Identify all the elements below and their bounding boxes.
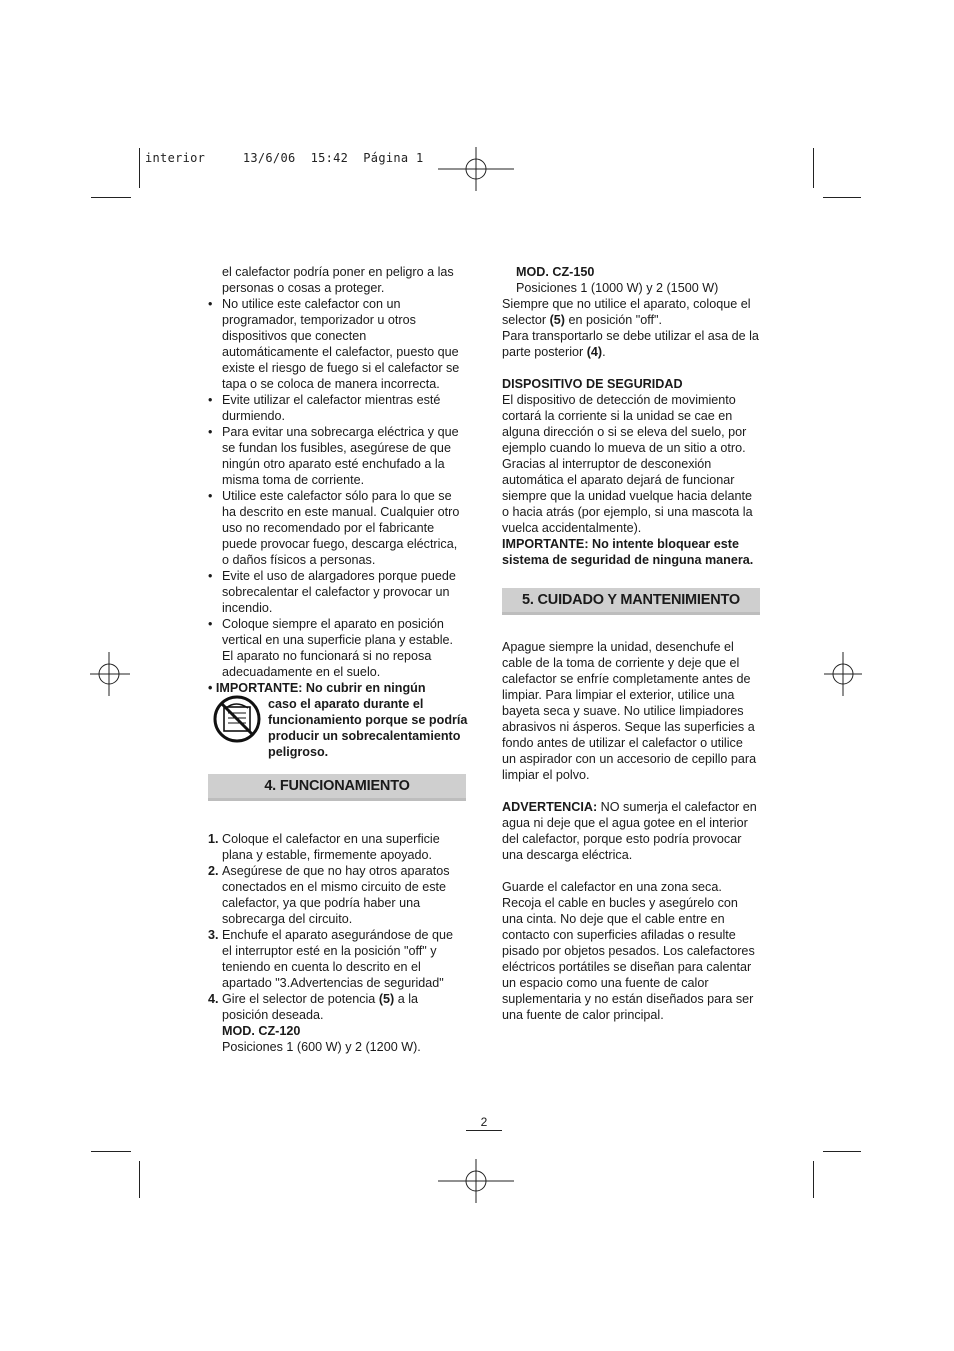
list-item: • Utilice este calefactor sólo para lo que se ha descrito en este manual. Cualquier otro uso no recomendado por el fabricante puede provocar fuego, descarga eléctrica, o daños físicos a personas.: [208, 489, 460, 567]
transport-text: Para transportarlo se debe utilizar el asa de la parte posterior (4).: [502, 329, 759, 359]
printer-slug: [145, 151, 423, 165]
registration-mark-right: [822, 650, 864, 700]
model-cz120-text: Posiciones 1 (600 W) y 2 (1200 W).: [222, 1040, 421, 1054]
list-item: • No utilice este calefactor con un programador, temporizador u otros dispositivos que conecten automáticamente el calefactor, puesto que existe el riesgo de fuego si el calefactor se tapa o se coloca de manera incorrecta.: [208, 297, 460, 391]
storage-text: Guarde el calefactor en una zona seca. Recoja el cable en bucles y asegúrelo con una cinta. No deje que el cable entre en contacto con superficies afiladas o resulte pisado por objetos pesados. Los calefactores eléctricos portátiles se diseñan para calentar un espacio como una fuente de calor suplementaria y no están diseñados para ser una fuente de calor principal.: [502, 880, 755, 1022]
registration-mark-left: [90, 650, 132, 700]
list-item: 2. Asegúrese de que no hay otros aparatos conectados en el mismo circuito de este calefactor, ya que podría haber una sobrecarga del circuito.: [208, 864, 450, 926]
left-column: [208, 264, 466, 1055]
safety-bullet-list: [208, 296, 466, 680]
list-item: • Para evitar una sobrecarga eléctrica y que se fundan los fusibles, asegúrese de que ningún otro aparato esté enchufado a la misma toma de corriente.: [208, 425, 459, 487]
operation-steps: [208, 831, 466, 1055]
page-number: 2: [466, 1115, 502, 1131]
registration-mark-top: [436, 145, 516, 195]
section-4-heading: 4. FUNCIONAMIENTO: [208, 774, 466, 801]
model-cz150-label: MOD. CZ-150: [516, 265, 595, 279]
list-item: 3. Enchufe el aparato asegurándose de que el interruptor esté en la posición "off" y teniendo en cuenta lo descrito en el apartado "3.Advertencias de seguridad": [208, 928, 454, 990]
section-5-heading: 5. CUIDADO Y MANTENIMIENTO: [502, 588, 760, 615]
list-item: 4. Gire el selector de potencia (5) a la posición deseada. MOD. CZ-120 Posiciones 1 (600 W) y 2 (1200 W).: [208, 992, 421, 1054]
model-cz150-text: Posiciones 1 (1000 W) y 2 (1500 W): [516, 281, 719, 295]
warning-text: ADVERTENCIA: NO sumerja el calefactor en agua ni deje que el agua gotee en el interior del calefactor, porque esto podría provocar una descarga eléctrica.: [502, 800, 757, 862]
no-cover-warning-icon: [212, 694, 262, 744]
safety-device-text: El dispositivo de detección de movimiento cortará la corriente si la unidad se cae en alguna dirección o si se eleva del suelo, por ejemplo cuando lo mueva de un sitio a otro. Gracias al interruptor de desconexión automática el aparato dejará de funcionar siempre que la unidad vuelque hacia delante o hacia atrás (por ejemplo, si una mascota la vuelca accidentalmente).: [502, 393, 753, 535]
slug-date: 13/6/06: [242, 151, 296, 165]
safety-device-heading: DISPOSITIVO DE SEGURIDAD: [502, 377, 683, 391]
care-text: Apague siempre la unidad, desenchufe el cable de la toma de corriente y deje que el calefactor se enfríe completamente antes de limpiar. Para limpiar el exterior, utilice una bayeta seca y suave. No utilice limpiadores abrasivos ni ásperos. Seque las superficies a fondo antes de utilizar el calefactor o utilice un aspirador con un accesorio de cepillo para limpiar el polvo.: [502, 640, 757, 782]
intro-text: el calefactor podría poner en peligro a las personas o cosas a proteger.: [222, 265, 454, 295]
list-item: • Coloque siempre el aparato en posición vertical en una superficie plana y estable. El aparato no funcionará si no reposa adecuadamente en el suelo.: [208, 617, 454, 679]
registration-mark-bottom: [436, 1157, 516, 1207]
important-lead: • IMPORTANTE: No cubrir en ningún: [208, 681, 426, 695]
slug-page: Página 1: [363, 151, 424, 165]
off-position-text: Siempre que no utilice el aparato, coloque el selector (5) en posición "off".: [502, 297, 751, 327]
important-block: [208, 696, 466, 760]
slug-file: interior: [145, 151, 206, 165]
list-item: • Evite utilizar el calefactor mientras esté durmiendo.: [208, 393, 441, 423]
list-item: 1. Coloque el calefactor en una superficie plana y estable, firmemente apoyado.: [208, 832, 440, 862]
list-item: • Evite el uso de alargadores porque puede sobrecalentar el calefactor y provocar un incendio.: [208, 569, 456, 615]
model-cz120-label: MOD. CZ-120: [222, 1024, 301, 1038]
slug-time: 15:42: [310, 151, 349, 165]
important-text: caso el aparato durante el funcionamiento porque se podría producir un sobrecalentamiento peligroso.: [268, 697, 468, 759]
right-column: [502, 264, 760, 1023]
safety-important-text: IMPORTANTE: No intente bloquear este sistema de seguridad de ninguna manera.: [502, 537, 754, 567]
